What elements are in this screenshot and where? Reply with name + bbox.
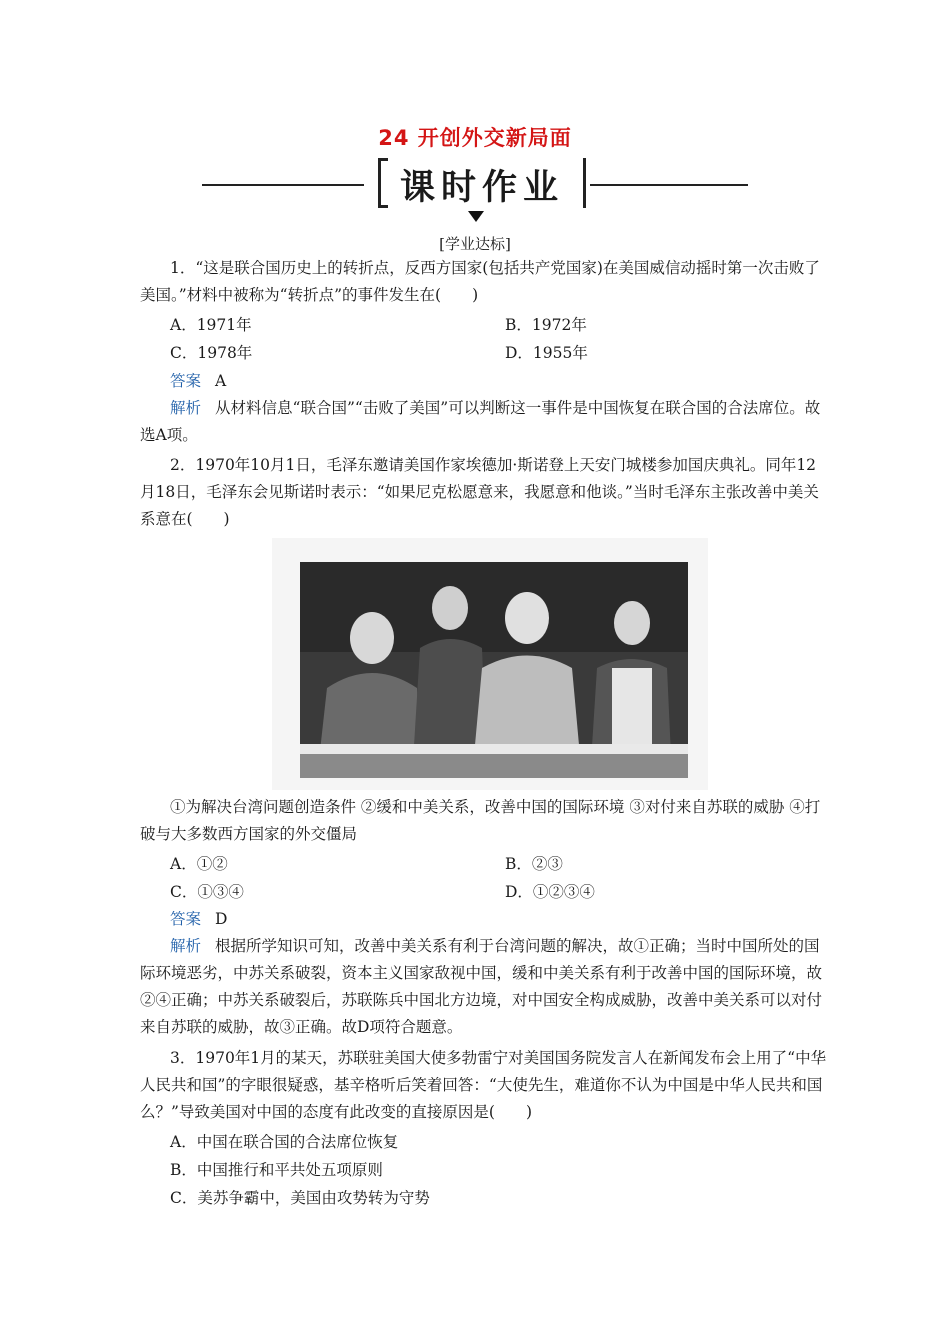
q2-stem: 2．1970年10月1日，毛泽东邀请美国作家埃德加·斯诺登上天安门城楼参加国庆典礼。同年12月18日，毛泽东会见斯诺时表示：“如果尼克松愿意来，我愿意和他谈。”当时毛泽东主张改善中美关系意在( ) <box>140 456 819 528</box>
q2-option-a: A．①② <box>170 855 228 873</box>
q2-option-c: C．①③④ <box>170 883 244 901</box>
banner-title: 课时作业 <box>399 168 564 208</box>
historical-photo <box>272 538 708 790</box>
answer-label: 答案 <box>170 372 202 390</box>
q2-option-b: B．②③ <box>505 855 563 873</box>
q2-option-d: D．①②③④ <box>505 883 595 901</box>
q1-option-b: B．1972年 <box>505 316 587 334</box>
q3-option-a: A．中国在联合国的合法席位恢复 <box>170 1133 399 1151</box>
answer-value: D <box>215 910 228 928</box>
section-label: [学业达标] <box>439 235 511 253</box>
q3-option-c: C．美苏争霸中，美国由攻势转为守势 <box>170 1189 430 1207</box>
banner-triangle-icon <box>468 211 484 222</box>
answer-label: 答案 <box>170 910 202 928</box>
answer-value: A <box>215 372 227 390</box>
q1-analysis <box>140 395 830 449</box>
page-title: 24 开创外交新局面 <box>378 126 572 150</box>
analysis-label: 解析 <box>170 399 202 417</box>
q3-stem: 3．1970年1月的某天，苏联驻美国大使多勃雷宁对美国国务院发言人在新闻发布会上用了“中华人民共和国”的字眼很疑惑，基辛格听后笑着回答：“大使先生，难道你不认为中国是中华人民共和国么？”导致美国对中国的态度有此改变的直接原因是( ) <box>140 1049 827 1121</box>
q1-option-c: C．1978年 <box>170 344 253 362</box>
banner-rule-right <box>590 184 748 186</box>
q3-option-b: B．中国推行和平共处五项原则 <box>170 1161 383 1179</box>
q2-items: ①为解决台湾问题创造条件 ②缓和中美关系，改善中国的国际环境 ③对付来自苏联的威胁 ④打破与大多数西方国家的外交僵局 <box>140 798 821 843</box>
banner-rule-left <box>202 184 364 186</box>
analysis-label: 解析 <box>170 937 202 955</box>
q1-option-d: D．1955年 <box>505 344 588 362</box>
analysis-text: 根据所学知识可知，改善中美关系有利于台湾问题的解决，故①正确；当时中国所处的国际环境恶劣，中苏关系破裂，资本主义国家敌视中国，缓和中美关系有利于改善中国的国际环境，故②④正确；中苏关系破裂后，苏联陈兵中国北方边境，对中国安全构成威胁，改善中美关系可以对付来自苏联的威胁，故③正确。故D项符合题意。 <box>140 937 823 1036</box>
analysis-text: 从材料信息“联合国”“击败了美国”可以判断这一事件是中国恢复在联合国的合法席位。故选A项。 <box>140 399 821 444</box>
q1-answer <box>170 369 226 391</box>
photo-illustration <box>272 538 708 790</box>
q2-answer <box>170 907 227 929</box>
q2-analysis <box>140 933 830 1041</box>
q1-stem: 1．“这是联合国历史上的转折点，反西方国家(包括共产党国家)在美国威信动摇时第一次击败了美国。”材料中被称为“转折点”的事件发生在( ) <box>140 259 820 304</box>
q1-option-a: A．1971年 <box>170 316 252 334</box>
